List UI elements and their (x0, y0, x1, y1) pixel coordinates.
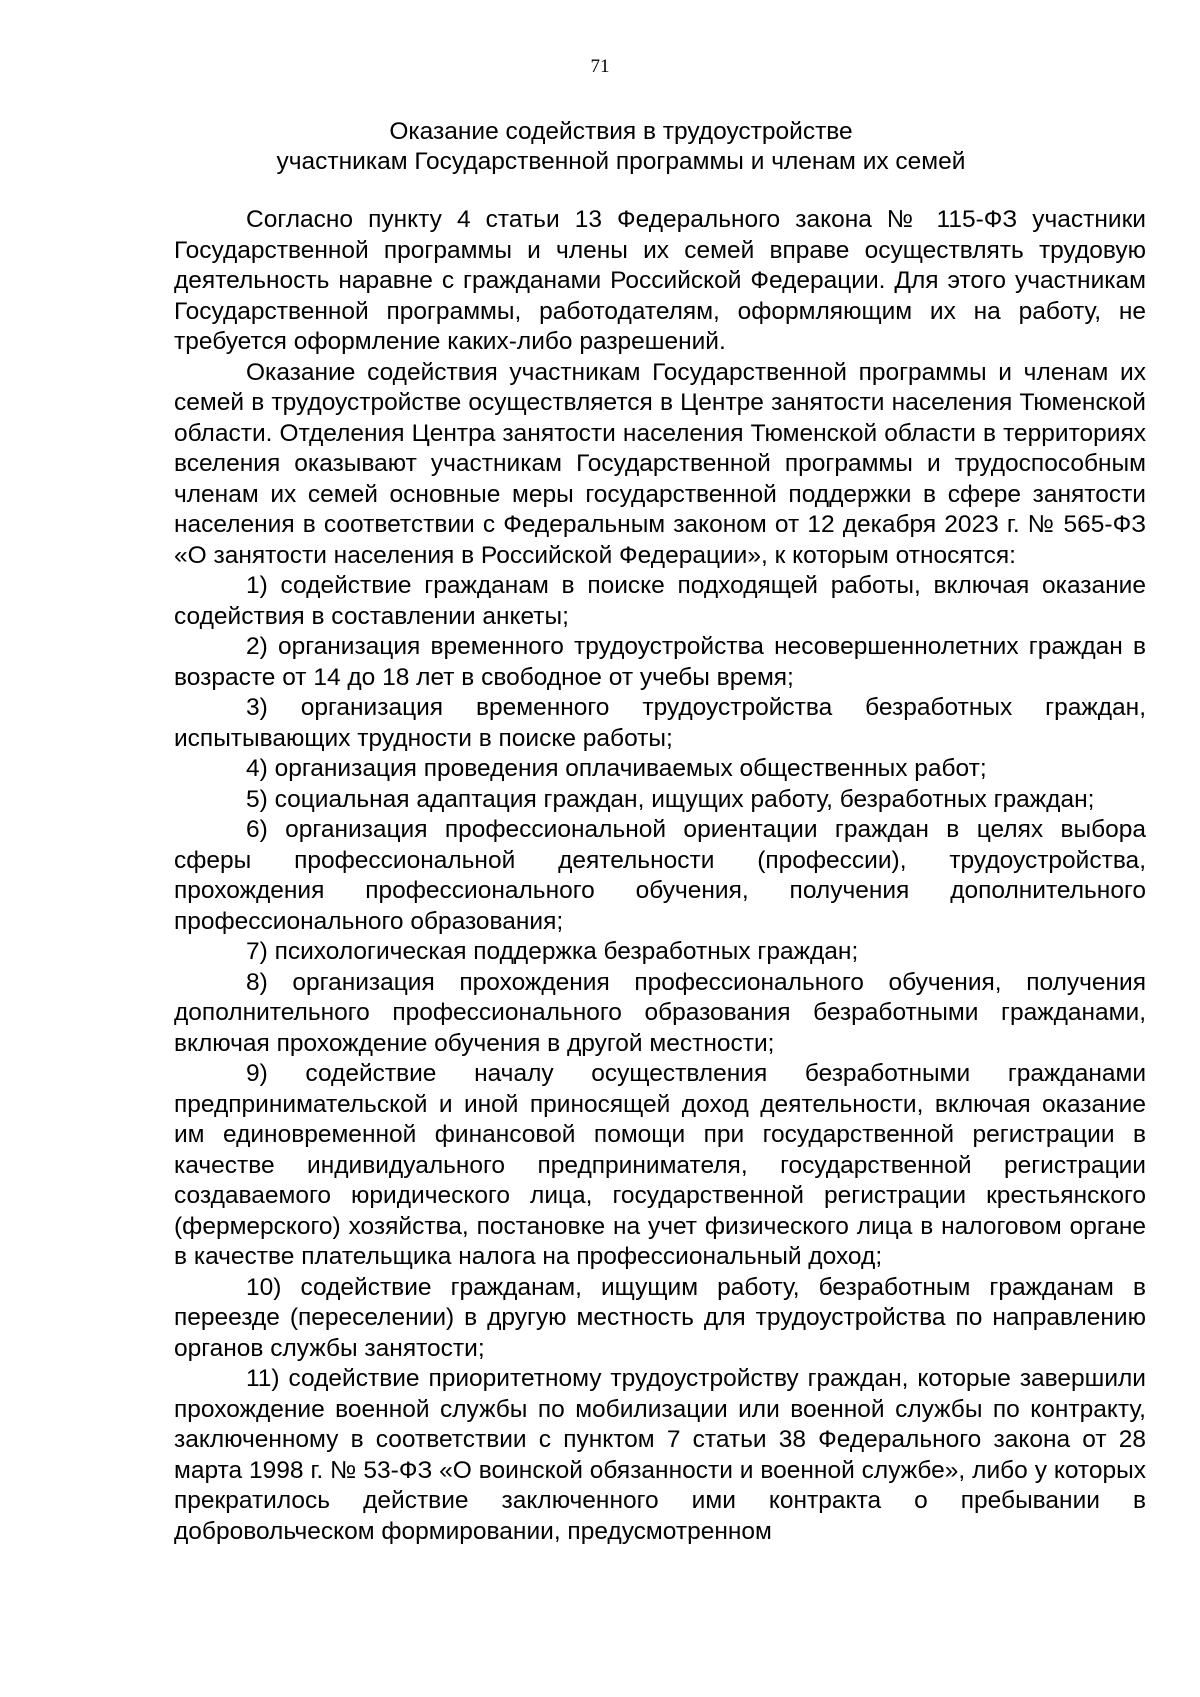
list-item-7: 7) психологическая поддержка безработных граждан; (246, 938, 859, 965)
paragraph-intro: Согласно пункту 4 статьи 13 Федерального закона № 115-ФЗ участники Государственной программы и члены их семей вправе осуществлять трудовую деятельность наравне с гражданами Российской Федерации. Для этого участникам Государственной программы, работодателям, оформляющим их на работу, не требуется оформление каких-либо разрешений. (174, 206, 1146, 355)
list-item-9: 9) содействие началу осуществления безработными гражданами предпринимательской и иной приносящей доход деятельности, включая оказание им единовременной финансовой помощи при государственной регистрации в качестве индивидуального предпринимателя, государственной регистрации создаваемого юридического лица, государственной регистрации крестьянского (фермерского) хозяйства, постановке на учет физического лица в налоговом органе в качестве плательщика налога на профессиональный доход; (174, 1060, 1146, 1270)
list-item-6: 6) организация профессиональной ориентации граждан в целях выбора сферы профессиональной деятельности (профессии), трудоустройства, прохождения профессионального обучения, получения дополнительного профессионального образования; (174, 816, 1146, 935)
paragraph-assistance: Оказание содействия участникам Государственной программы и членам их семей в трудоустройстве осуществляется в Центре занятости населения Тюменской области. Отделения Центра занятости населения Тюменской области в территориях вселения оказывают участникам Государственной программы и трудоспособным членам их семей основные меры государственной поддержки в сфере занятости населения в соответствии с Федеральным законом от 12 декабря 2023 г. № 565-ФЗ «О занятости населения в Российской Федерации», к которым относятся: (174, 358, 1146, 569)
list-item-3: 3) организация временного трудоустройства безработных граждан, испытывающих трудности в поиске работы; (174, 694, 1146, 752)
document-body (174, 205, 1146, 1547)
list-item-8: 8) организация прохождения профессионального обучения, получения дополнительного профессионального образования безработными гражданами, включая прохождение обучения в другой местности; (174, 968, 1146, 1057)
list-item-11: 11) содействие приоритетному трудоустройству граждан, которые завершили прохождение военной службы по мобилизации или военной службы по контракту, заключенному в соответствии с пунктом 7 статьи 38 Федерального закона от 28 марта 1998 г. № 53-ФЗ «О воинской обязанности и военной службе», либо у которых прекратилось действие заключенного ими контракта о пребывании в добровольческом формировании, предусмотренном (174, 1365, 1146, 1545)
title-line-1: Оказание содействия в трудоустройстве (389, 118, 853, 145)
list-item-10: 10) содействие гражданам, ищущим работу, безработным гражданам в переезде (переселении) в другую местность для трудоустройства по направлению органов службы занятости; (174, 1273, 1146, 1362)
list-item-2: 2) организация временного трудоустройства несовершеннолетних граждан в возрасте от 14 до 18 лет в свободное от учебы время; (174, 633, 1146, 691)
list-item-1: 1) содействие гражданам в поиске подходящей работы, включая оказание содействия в составлении анкеты; (174, 572, 1146, 630)
page-number: 71 (590, 56, 610, 77)
list-item-4: 4) организация проведения оплачиваемых общественных работ; (246, 755, 987, 782)
document-title (170, 117, 1072, 177)
title-line-2: участникам Государственной программы и членам их семей (276, 148, 966, 175)
list-item-5: 5) социальная адаптация граждан, ищущих работу, безработных граждан; (246, 785, 1095, 813)
